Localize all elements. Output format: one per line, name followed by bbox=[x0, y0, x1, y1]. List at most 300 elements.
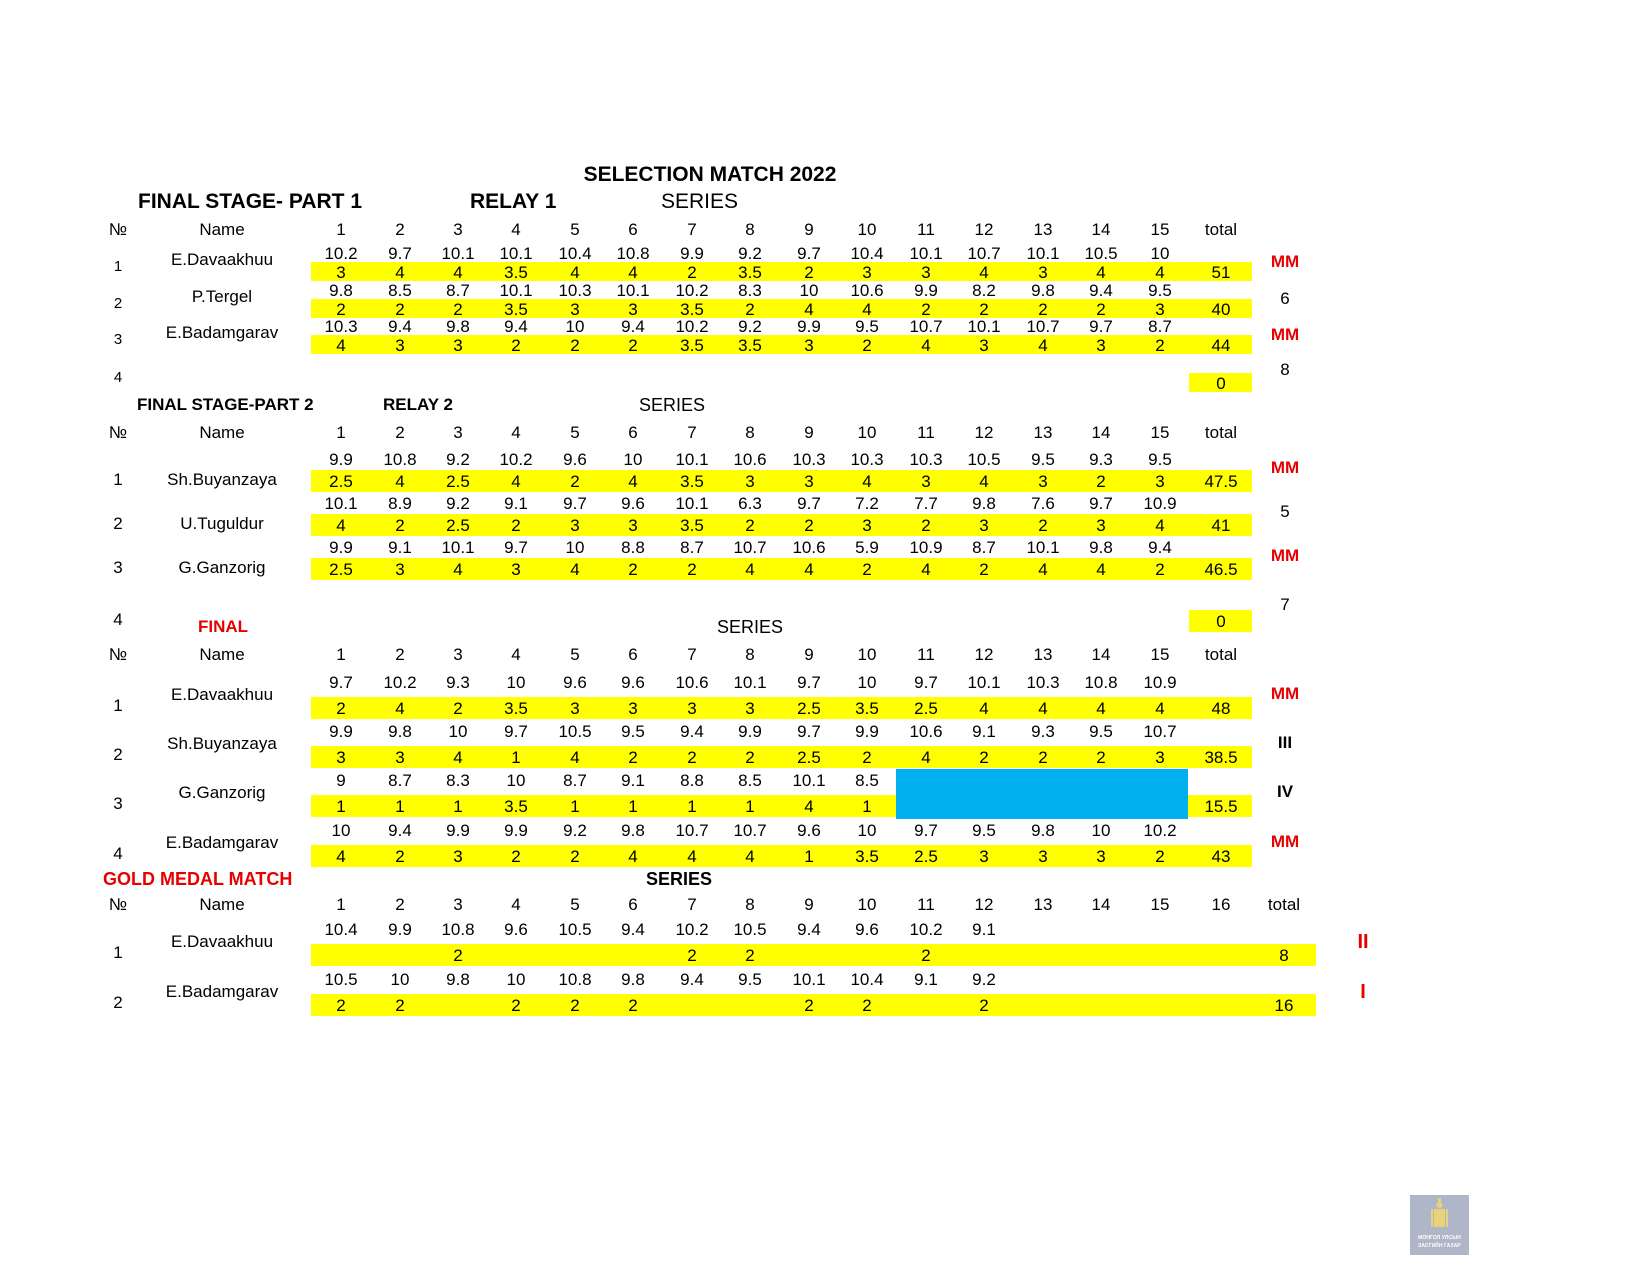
series-points: 3.5 bbox=[680, 300, 704, 319]
shot-score: 9.1 bbox=[621, 771, 645, 790]
shot-score: 10 bbox=[623, 450, 643, 469]
shot-score: 10 bbox=[799, 281, 819, 300]
series-points: 4 bbox=[453, 560, 463, 579]
series-points: 2 bbox=[921, 300, 931, 319]
row-number: 1 bbox=[113, 470, 123, 489]
row-result: MM bbox=[1270, 546, 1300, 565]
shot-score: 10.2 bbox=[675, 920, 709, 939]
athlete-name: U.Tuguldur bbox=[180, 514, 264, 533]
column-header-series: 12 bbox=[974, 220, 994, 239]
shot-score: 10.6 bbox=[909, 722, 943, 741]
series-points: 2 bbox=[453, 300, 463, 319]
shot-score: 10 bbox=[506, 673, 526, 692]
column-header-series: 2 bbox=[395, 895, 405, 914]
shot-score: 9.1 bbox=[914, 970, 938, 989]
series-points: 4 bbox=[1038, 560, 1048, 579]
athlete-name: P.Tergel bbox=[191, 287, 253, 306]
row-total: 8 bbox=[1279, 946, 1289, 965]
row-number: 4 bbox=[113, 610, 123, 629]
series-points: 3.5 bbox=[680, 516, 704, 535]
shot-score: 9.1 bbox=[504, 494, 528, 513]
series-points: 2 bbox=[336, 300, 346, 319]
series-points: 4 bbox=[570, 748, 580, 767]
shot-score: 9.4 bbox=[797, 920, 821, 939]
shot-score: 10.4 bbox=[850, 244, 884, 263]
series-points: 3.5 bbox=[738, 263, 762, 282]
series-points: 2 bbox=[745, 516, 755, 535]
column-header-series: 4 bbox=[511, 220, 521, 239]
shot-score: 6.3 bbox=[738, 494, 762, 513]
series-points: 2 bbox=[804, 996, 814, 1015]
row-number: 3 bbox=[113, 331, 123, 348]
row-result: MM bbox=[1270, 252, 1300, 271]
series-points: 2 bbox=[921, 946, 931, 965]
column-header-series: 9 bbox=[804, 423, 814, 442]
athlete-name: E.Badamgarav bbox=[165, 323, 279, 342]
shot-score: 10.7 bbox=[1026, 317, 1060, 336]
row-total: 40 bbox=[1211, 300, 1231, 319]
series-points: 2 bbox=[1155, 847, 1165, 866]
shot-score: 10 bbox=[506, 771, 526, 790]
series-points: 3 bbox=[1038, 472, 1048, 491]
shot-score: 9.2 bbox=[738, 244, 762, 263]
shot-score: 7.7 bbox=[914, 494, 938, 513]
shot-score: 9.6 bbox=[504, 920, 528, 939]
series-points: 2.5 bbox=[446, 472, 470, 491]
shot-score: 9.5 bbox=[1148, 281, 1172, 300]
series-points: 1 bbox=[336, 797, 346, 816]
series-points: 2 bbox=[395, 300, 405, 319]
column-header-name: Name bbox=[199, 895, 245, 914]
shot-score: 9.8 bbox=[972, 494, 996, 513]
row-total: 0 bbox=[1216, 612, 1226, 631]
shot-score: 10.1 bbox=[967, 673, 1001, 692]
row-number: 3 bbox=[113, 794, 123, 813]
shot-score: 9.7 bbox=[329, 673, 353, 692]
series-points: 2.5 bbox=[914, 847, 938, 866]
shot-score: 10.7 bbox=[909, 317, 943, 336]
column-header-series: 1 bbox=[336, 220, 346, 239]
column-header-series: 13 bbox=[1033, 895, 1053, 914]
row-total: 0 bbox=[1216, 374, 1226, 393]
row-total: 48 bbox=[1211, 699, 1231, 718]
series-points: 1 bbox=[862, 797, 872, 816]
shot-score: 9.7 bbox=[388, 244, 412, 263]
row-total: 47.5 bbox=[1204, 472, 1238, 491]
column-header-series: 6 bbox=[628, 423, 638, 442]
shot-score: 10.4 bbox=[850, 970, 884, 989]
shot-score: 10.5 bbox=[733, 920, 767, 939]
shot-score: 9.4 bbox=[1148, 538, 1172, 557]
shot-score: 10.6 bbox=[675, 673, 709, 692]
shot-score: 9.5 bbox=[1031, 450, 1055, 469]
row-total: 16 bbox=[1274, 996, 1294, 1015]
shot-score: 9.4 bbox=[504, 317, 528, 336]
shot-score: 9.1 bbox=[972, 920, 996, 939]
shot-score: 10 bbox=[1091, 821, 1111, 840]
series-points: 2 bbox=[745, 748, 755, 767]
row-result: MM bbox=[1270, 684, 1300, 703]
athlete-name: E.Davaakhuu bbox=[170, 932, 274, 951]
shot-score: 10.3 bbox=[558, 281, 592, 300]
series-points: 2 bbox=[862, 560, 872, 579]
shot-score: 9.7 bbox=[797, 722, 821, 741]
column-header-series: 15 bbox=[1150, 895, 1170, 914]
column-header-series: 7 bbox=[687, 220, 697, 239]
row-number: 2 bbox=[113, 514, 123, 533]
shot-score: 10.8 bbox=[441, 920, 475, 939]
series-points: 4 bbox=[570, 560, 580, 579]
series-points: 4 bbox=[804, 797, 814, 816]
athlete-name: G.Ganzorig bbox=[178, 783, 266, 802]
shot-score: 9.8 bbox=[446, 970, 470, 989]
column-header-series: 15 bbox=[1150, 220, 1170, 239]
column-header-series: 7 bbox=[687, 423, 697, 442]
series-points: 4 bbox=[745, 560, 755, 579]
shot-score: 8.5 bbox=[388, 281, 412, 300]
series-points: 1 bbox=[628, 797, 638, 816]
series-points: 2.5 bbox=[797, 748, 821, 767]
series-points: 2 bbox=[979, 300, 989, 319]
series-points: 3 bbox=[628, 699, 638, 718]
series-points: 3 bbox=[395, 336, 405, 355]
shot-score: 10.1 bbox=[733, 673, 767, 692]
series-points: 2 bbox=[570, 472, 580, 491]
shot-score: 9.7 bbox=[797, 244, 821, 263]
series-points: 2 bbox=[745, 946, 755, 965]
row-result: III bbox=[1277, 733, 1293, 752]
column-header-series: 11 bbox=[917, 645, 935, 664]
series-points: 2 bbox=[1096, 472, 1106, 491]
shot-score: 9.8 bbox=[621, 970, 645, 989]
row-number: 4 bbox=[113, 369, 123, 386]
shot-score: 10.1 bbox=[675, 494, 709, 513]
series-points: 2 bbox=[1155, 336, 1165, 355]
row-number: 2 bbox=[113, 745, 123, 764]
column-header-no: № bbox=[108, 220, 128, 239]
shot-score: 8.7 bbox=[680, 538, 704, 557]
shot-score: 10 bbox=[565, 538, 585, 557]
points-band bbox=[311, 335, 1252, 354]
shot-score: 9.4 bbox=[680, 970, 704, 989]
shot-score: 10.5 bbox=[967, 450, 1001, 469]
column-header-series: 5 bbox=[570, 423, 580, 442]
shot-score: 8.5 bbox=[738, 771, 762, 790]
series-points: 2 bbox=[1096, 748, 1106, 767]
column-header-series: 6 bbox=[628, 895, 638, 914]
series-points: 2.5 bbox=[446, 516, 470, 535]
points-band bbox=[311, 845, 1252, 867]
section-3-series-label: SERIES bbox=[716, 617, 784, 637]
section-2-relay: RELAY 2 bbox=[383, 395, 453, 414]
shot-score: 9.9 bbox=[914, 281, 938, 300]
series-points: 2 bbox=[862, 748, 872, 767]
series-points: 2 bbox=[628, 560, 638, 579]
shot-score: 8.3 bbox=[738, 281, 762, 300]
shot-score: 10.1 bbox=[1026, 538, 1060, 557]
shot-score: 9.5 bbox=[972, 821, 996, 840]
series-points: 2 bbox=[745, 300, 755, 319]
shot-score: 9.9 bbox=[329, 538, 353, 557]
series-points: 3 bbox=[336, 263, 346, 282]
series-points: 3.5 bbox=[855, 847, 879, 866]
column-header-series: 3 bbox=[453, 423, 463, 442]
column-header-total: total bbox=[1204, 645, 1238, 664]
series-points: 4 bbox=[921, 748, 931, 767]
series-points: 2.5 bbox=[329, 472, 353, 491]
shot-score: 10.9 bbox=[1143, 673, 1177, 692]
points-band bbox=[311, 697, 1252, 719]
shot-score: 10 bbox=[448, 722, 468, 741]
column-header-series: 15 bbox=[1150, 423, 1170, 442]
column-header-series: 8 bbox=[745, 895, 755, 914]
row-result: 5 bbox=[1280, 502, 1290, 521]
shot-score: 10.2 bbox=[383, 673, 417, 692]
shot-score: 10 bbox=[390, 970, 410, 989]
series-points: 3 bbox=[804, 336, 814, 355]
shot-score: 8.9 bbox=[388, 494, 412, 513]
shot-score: 8.2 bbox=[972, 281, 996, 300]
shot-score: 9.4 bbox=[621, 920, 645, 939]
series-points: 2 bbox=[570, 847, 580, 866]
shot-score: 9.5 bbox=[1148, 450, 1172, 469]
shot-score: 10.7 bbox=[733, 538, 767, 557]
shot-score: 9.7 bbox=[504, 538, 528, 557]
shot-score: 9.6 bbox=[855, 920, 879, 939]
shot-score: 9.7 bbox=[563, 494, 587, 513]
series-points: 4 bbox=[745, 847, 755, 866]
shot-score: 9.5 bbox=[738, 970, 762, 989]
shot-score: 10 bbox=[506, 970, 526, 989]
series-points: 3 bbox=[453, 336, 463, 355]
shot-score: 10.1 bbox=[1026, 244, 1060, 263]
column-header-series: 4 bbox=[511, 895, 521, 914]
series-points: 3.5 bbox=[855, 699, 879, 718]
series-points: 2 bbox=[687, 748, 697, 767]
shot-score: 10.1 bbox=[792, 771, 826, 790]
shot-score: 9.6 bbox=[621, 673, 645, 692]
column-header-series: 3 bbox=[453, 645, 463, 664]
series-points: 3 bbox=[687, 699, 697, 718]
athlete-name: E.Badamgarav bbox=[165, 833, 279, 852]
series-points: 2 bbox=[336, 996, 346, 1015]
shot-score: 10.6 bbox=[733, 450, 767, 469]
series-points: 4 bbox=[453, 748, 463, 767]
series-points: 4 bbox=[1155, 516, 1165, 535]
column-header-series: 9 bbox=[804, 645, 814, 664]
shot-score: 9.8 bbox=[621, 821, 645, 840]
column-header-series: 13 bbox=[1033, 645, 1053, 664]
column-header-series: 2 bbox=[395, 423, 405, 442]
series-points: 3 bbox=[804, 472, 814, 491]
shot-score: 10 bbox=[1150, 244, 1170, 263]
shot-score: 10.5 bbox=[558, 722, 592, 741]
shot-score: 9.3 bbox=[1089, 450, 1113, 469]
shot-score: 10 bbox=[331, 821, 351, 840]
shot-score: 9.3 bbox=[1031, 722, 1055, 741]
series-points: 2 bbox=[862, 996, 872, 1015]
shot-score: 10.3 bbox=[850, 450, 884, 469]
series-points: 4 bbox=[921, 560, 931, 579]
series-points: 2 bbox=[395, 847, 405, 866]
column-header-series: 8 bbox=[745, 220, 755, 239]
shot-score: 10.2 bbox=[675, 281, 709, 300]
column-header-series: 13 bbox=[1033, 423, 1053, 442]
shot-score: 9.1 bbox=[388, 538, 412, 557]
series-points: 3 bbox=[979, 336, 989, 355]
series-points: 3 bbox=[1096, 847, 1106, 866]
logo-text-line1: МОНГОЛ УЛСЫН bbox=[1418, 1235, 1461, 1241]
series-points: 3 bbox=[336, 748, 346, 767]
row-result: 8 bbox=[1280, 360, 1290, 379]
column-header-series: 11 bbox=[917, 895, 935, 914]
column-header-series: 2 bbox=[395, 220, 405, 239]
series-points: 2 bbox=[453, 946, 463, 965]
series-points: 3 bbox=[628, 516, 638, 535]
points-band bbox=[311, 262, 1252, 281]
column-header-series: 5 bbox=[570, 895, 580, 914]
shot-score: 7.2 bbox=[855, 494, 879, 513]
shot-score: 9.2 bbox=[446, 494, 470, 513]
series-points: 2 bbox=[979, 748, 989, 767]
shot-score: 8.5 bbox=[855, 771, 879, 790]
shot-score: 9.8 bbox=[1089, 538, 1113, 557]
row-number: 4 bbox=[113, 844, 123, 863]
series-points: 4 bbox=[1096, 699, 1106, 718]
series-points: 2 bbox=[628, 748, 638, 767]
series-points: 4 bbox=[1155, 263, 1165, 282]
series-points: 2 bbox=[511, 516, 521, 535]
series-points: 2 bbox=[804, 516, 814, 535]
series-points: 4 bbox=[336, 516, 346, 535]
series-points: 3 bbox=[395, 748, 405, 767]
government-logo bbox=[1410, 1195, 1469, 1255]
series-points: 2 bbox=[511, 336, 521, 355]
series-points: 1 bbox=[453, 797, 463, 816]
row-number: 1 bbox=[113, 943, 123, 962]
points-band bbox=[311, 299, 1252, 318]
series-points: 3 bbox=[511, 560, 521, 579]
shot-score: 9.3 bbox=[446, 673, 470, 692]
row-result: 7 bbox=[1280, 595, 1290, 614]
shot-score: 10.8 bbox=[558, 970, 592, 989]
series-points: 2.5 bbox=[797, 699, 821, 718]
row-total: 38.5 bbox=[1204, 748, 1238, 767]
shot-score: 9.4 bbox=[621, 317, 645, 336]
shot-score: 10.4 bbox=[558, 244, 592, 263]
shot-score: 9.7 bbox=[504, 722, 528, 741]
column-header-series: 7 bbox=[687, 645, 697, 664]
row-result: MM bbox=[1270, 325, 1300, 344]
series-points: 2 bbox=[1038, 300, 1048, 319]
column-header-series: 11 bbox=[917, 220, 935, 239]
series-points: 2 bbox=[921, 516, 931, 535]
row-result: MM bbox=[1270, 458, 1300, 477]
shot-score: 9.7 bbox=[1089, 494, 1113, 513]
shot-score: 9.2 bbox=[738, 317, 762, 336]
series-points: 4 bbox=[804, 560, 814, 579]
shot-score: 9.5 bbox=[621, 722, 645, 741]
series-points: 3 bbox=[1155, 300, 1165, 319]
series-points: 2 bbox=[570, 336, 580, 355]
points-band bbox=[311, 746, 1252, 768]
document-title: SELECTION MATCH 2022 bbox=[583, 163, 837, 186]
shot-score: 9.6 bbox=[563, 673, 587, 692]
shot-score: 10.1 bbox=[616, 281, 650, 300]
section-2-series-label: SERIES bbox=[639, 395, 706, 415]
athlete-name: E.Davaakhuu bbox=[170, 250, 274, 269]
section-2-heading: FINAL STAGE-PART 2 bbox=[137, 395, 314, 414]
shot-score: 9.8 bbox=[446, 317, 470, 336]
series-points: 2 bbox=[687, 560, 697, 579]
column-header-series: 3 bbox=[453, 895, 463, 914]
series-points: 3 bbox=[745, 699, 755, 718]
series-points: 3 bbox=[1155, 472, 1165, 491]
series-points: 2 bbox=[453, 699, 463, 718]
eliminated-block bbox=[896, 769, 1188, 819]
shot-score: 10.8 bbox=[616, 244, 650, 263]
series-points: 2 bbox=[570, 996, 580, 1015]
shot-score: 10.3 bbox=[1026, 673, 1060, 692]
shot-score: 9.7 bbox=[1089, 317, 1113, 336]
column-header-name: Name bbox=[199, 423, 245, 442]
shot-score: 9.9 bbox=[504, 821, 528, 840]
series-points: 2 bbox=[1096, 300, 1106, 319]
shot-score: 9.9 bbox=[797, 317, 821, 336]
series-points: 4 bbox=[395, 472, 405, 491]
series-points: 3 bbox=[921, 263, 931, 282]
column-header-name: Name bbox=[199, 220, 245, 239]
column-header-series: 6 bbox=[628, 645, 638, 664]
column-header-no: № bbox=[108, 895, 128, 914]
series-points: 4 bbox=[687, 847, 697, 866]
shot-score: 10.6 bbox=[850, 281, 884, 300]
column-header-series: 7 bbox=[687, 895, 697, 914]
column-header-series: 10 bbox=[857, 895, 877, 914]
column-header-series: 14 bbox=[1091, 895, 1111, 914]
shot-score: 10.7 bbox=[675, 821, 709, 840]
series-points: 1 bbox=[745, 797, 755, 816]
series-points: 4 bbox=[921, 336, 931, 355]
column-header-series: 14 bbox=[1091, 645, 1111, 664]
row-number: 1 bbox=[113, 696, 123, 715]
series-points: 4 bbox=[336, 336, 346, 355]
column-header-series: 12 bbox=[974, 895, 994, 914]
shot-score: 9.2 bbox=[972, 970, 996, 989]
row-total: 44 bbox=[1211, 336, 1231, 355]
shot-score: 9.9 bbox=[446, 821, 470, 840]
series-points: 4 bbox=[979, 699, 989, 718]
series-points: 3 bbox=[395, 560, 405, 579]
series-points: 2 bbox=[687, 946, 697, 965]
shot-score: 9.9 bbox=[738, 722, 762, 741]
column-header-series: 5 bbox=[570, 645, 580, 664]
shot-score: 10.3 bbox=[909, 450, 943, 469]
series-points: 2 bbox=[628, 336, 638, 355]
row-total: 15.5 bbox=[1204, 797, 1238, 816]
column-header-series: 11 bbox=[917, 423, 935, 442]
series-points: 3 bbox=[745, 472, 755, 491]
shot-score: 9.2 bbox=[446, 450, 470, 469]
column-header-series: 8 bbox=[745, 423, 755, 442]
series-points: 4 bbox=[336, 847, 346, 866]
column-header-series: 1 bbox=[336, 645, 346, 664]
shot-score: 5.9 bbox=[855, 538, 879, 557]
shot-score: 10.1 bbox=[499, 281, 533, 300]
athlete-name: E.Davaakhuu bbox=[170, 685, 274, 704]
series-points: 4 bbox=[628, 847, 638, 866]
series-points: 3 bbox=[1096, 336, 1106, 355]
